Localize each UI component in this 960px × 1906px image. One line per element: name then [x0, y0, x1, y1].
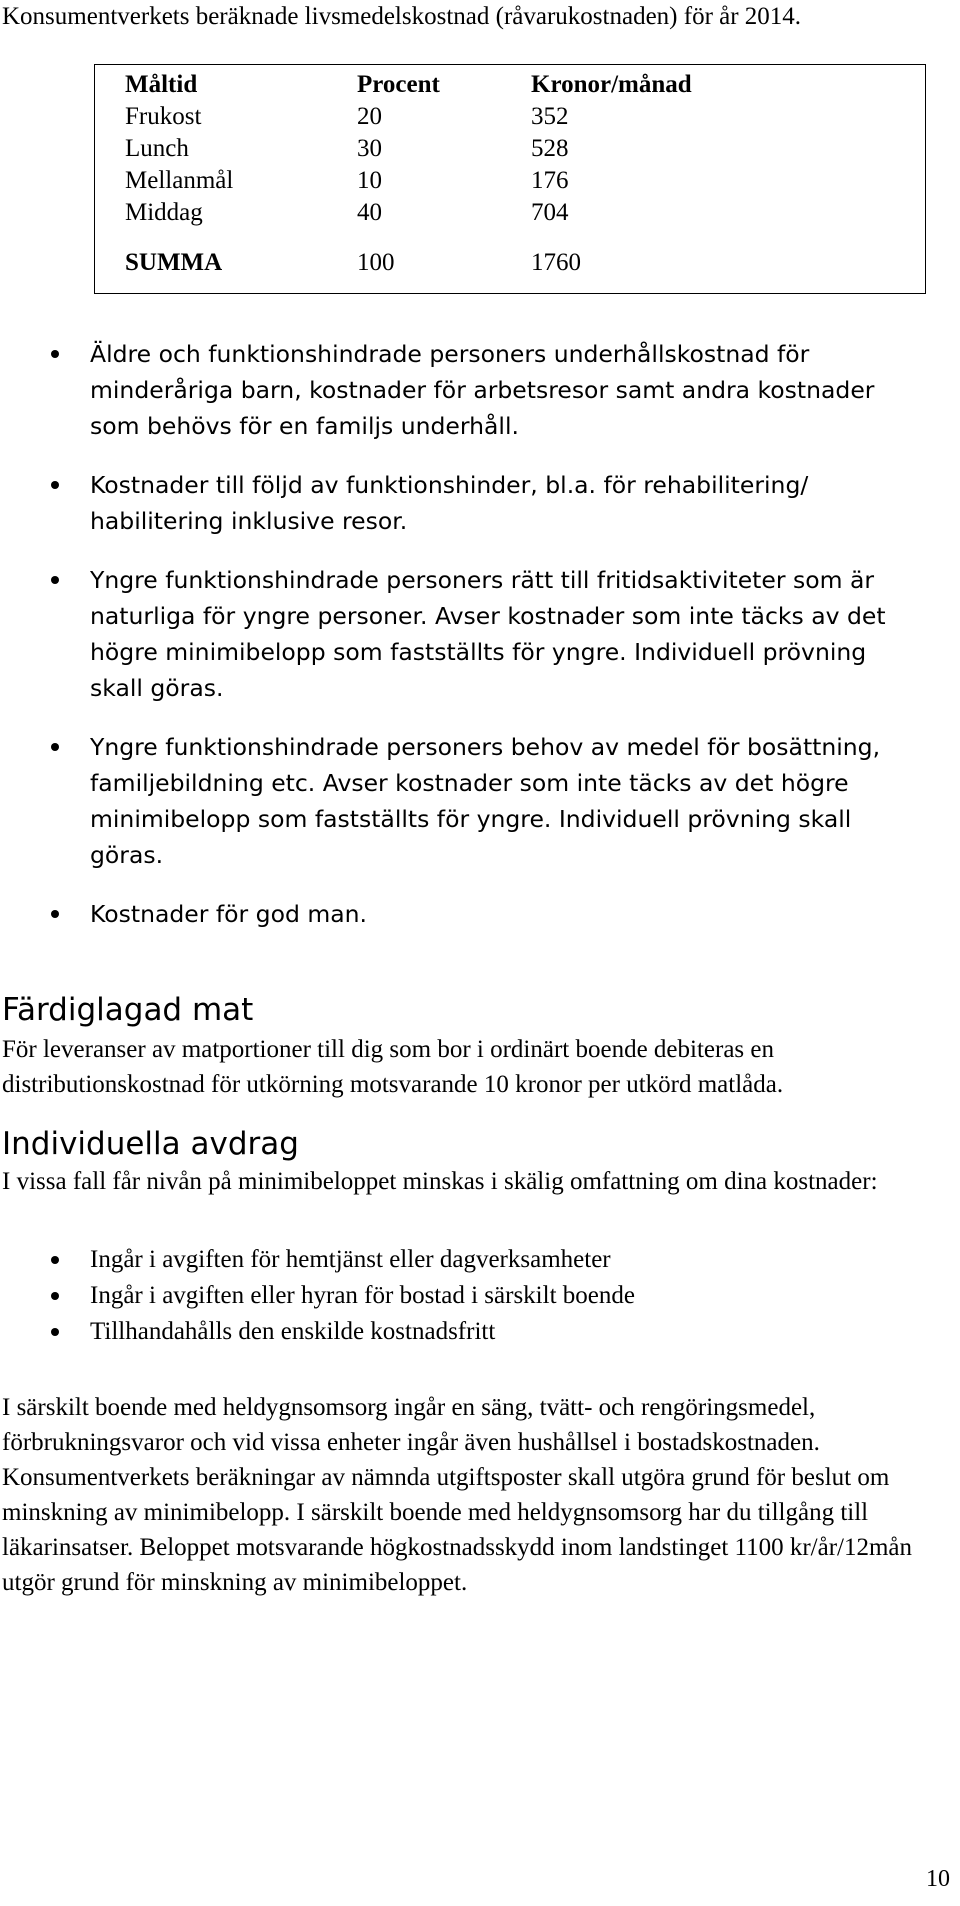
- table-cell: 40: [357, 199, 382, 226]
- bullet-icon: [51, 576, 59, 584]
- table-cell: 30: [357, 135, 382, 162]
- bullet-icon: [51, 350, 59, 358]
- header-cell: Måltid: [125, 71, 198, 98]
- table-row: [95, 197, 926, 229]
- table-cell: 352: [531, 103, 569, 130]
- table-cell: 20: [357, 103, 382, 130]
- bullet-icon: [51, 910, 59, 918]
- list-item: Yngre funktionshindrade personers rätt till fritidsaktiviteter som är naturliga för yngre personer. Avser kostnader som inte täcks av det högre minimibelopp som fastställts för yngre. Individuell prövning skall göras.: [0, 562, 910, 706]
- table-cell: 176: [531, 167, 569, 194]
- section-text-individuella-avdrag: I vissa fall får nivån på minimibeloppet minskas i skälig omfattning om dina kostnader:: [2, 1168, 878, 1195]
- table-cell: 10: [357, 167, 382, 194]
- table-header-row: [95, 65, 926, 102]
- bullet-icon: [51, 743, 59, 751]
- table-cell: Frukost: [125, 103, 202, 130]
- section-text-fardiglagad-mat: För leveranser av matportioner till dig som bor i ordinärt boende debiteras en distributionskostnad för utkörning motsvarande 10 kronor per utkörd matlåda.: [2, 1036, 784, 1098]
- table-cell: Lunch: [125, 135, 189, 162]
- deduction-list: [0, 1242, 960, 1350]
- list-item: Yngre funktionshindrade personers behov av medel för bosättning, familjebildning etc. Avser kostnader som inte täcks av det högre minimibelopp som fastställts för yngre. Individuell prövning skall göras.: [0, 729, 910, 873]
- table-cell: 704: [531, 199, 569, 226]
- list-item: Kostnader till följd av funktionshinder, bl.a. för rehabilitering/ habilitering inklusive resor.: [0, 467, 910, 539]
- table-row: [95, 101, 926, 133]
- list-item: Ingår i avgiften eller hyran för bostad i särskilt boende: [0, 1278, 960, 1314]
- list-item: Tillhandahålls den enskilde kostnadsfritt: [0, 1314, 960, 1350]
- sum-percent: 100: [357, 249, 395, 276]
- cost-bullet-list: [0, 336, 960, 955]
- bullet-icon: [51, 1328, 59, 1336]
- table-cell: 528: [531, 135, 569, 162]
- table-row: [95, 165, 926, 197]
- sum-amount: 1760: [531, 249, 581, 276]
- table-cell: Mellanmål: [125, 167, 234, 194]
- intro-text: Konsumentverkets beräknade livsmedelskostnad (råvarukostnaden) för år 2014.: [2, 3, 802, 30]
- list-item: Äldre och funktionshindrade personers underhållskostnad för minderåriga barn, kostnader för arbetsresor samt andra kostnader som behövs för en familjs underhåll.: [0, 336, 910, 444]
- list-item: Kostnader för god man.: [0, 896, 910, 932]
- list-item: Ingår i avgiften för hemtjänst eller dagverksamheter: [0, 1242, 960, 1278]
- table-cell: Middag: [125, 199, 203, 226]
- table-row: [95, 133, 926, 165]
- bullet-icon: [51, 1292, 59, 1300]
- header-cell: Procent: [357, 71, 440, 98]
- page-number: 10: [926, 1866, 950, 1892]
- food-cost-table: [94, 64, 926, 294]
- table-sum-row: [95, 229, 926, 294]
- sum-label: SUMMA: [125, 249, 223, 276]
- bullet-icon: [51, 481, 59, 489]
- section-heading-individuella-avdrag: Individuella avdrag: [2, 1126, 299, 1162]
- header-cell: Kronor/månad: [531, 71, 692, 98]
- section-heading-fardiglagad-mat: Färdiglagad mat: [2, 992, 254, 1028]
- closing-paragraph: I särskilt boende med heldygnsomsorg ingår en säng, tvätt- och rengöringsmedel, förbrukningsvaror och vid vissa enheter ingår även hushållsel i bostadskostnaden. Konsumentverkets beräkningar av nämnda utgiftsposter skall utgöra grund för beslut om minskning av minimibelopp. I särskilt boende med heldygnsomsorg har du tillgång till läkarinsatser. Beloppet motsvarande högkostnadsskydd inom landstinget 1100 kr/år/12mån utgör grund för minskning av minimibeloppet.: [2, 1394, 913, 1596]
- bullet-icon: [51, 1256, 59, 1264]
